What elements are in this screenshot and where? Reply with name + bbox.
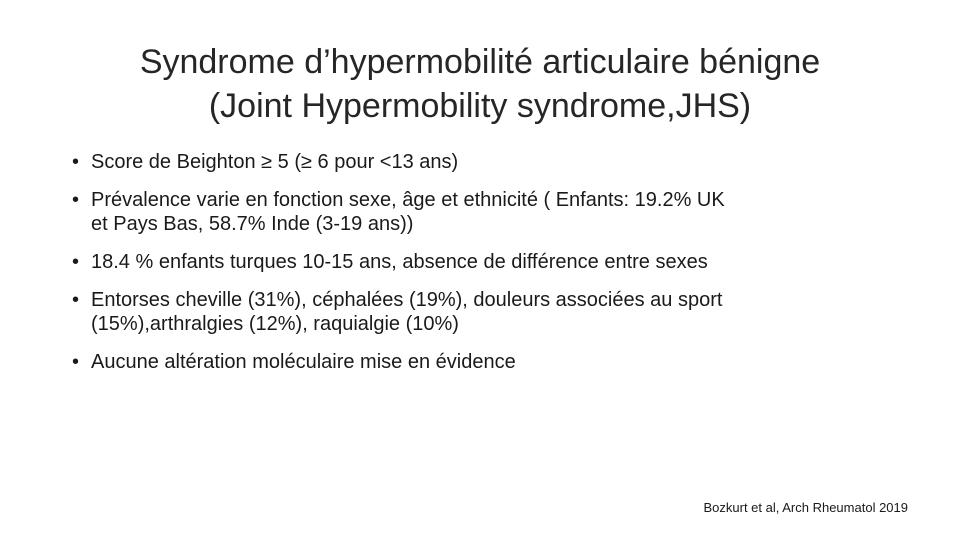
bullet-text: • Prévalence varie en fonction sexe, âge et ethnicité ( Enfants: 19.2% UK bbox=[91, 189, 725, 211]
bullet-text-continuation: et Pays Bas, 58.7% Inde (3-19 ans)) bbox=[91, 213, 414, 235]
slide-title bbox=[60, 40, 900, 128]
bullet-item bbox=[72, 188, 912, 236]
bullet-item bbox=[72, 250, 912, 274]
bullet-item bbox=[72, 350, 912, 374]
bullet-item bbox=[72, 150, 912, 174]
bullet-item bbox=[72, 288, 912, 336]
bullet-text: • 18.4 % enfants turques 10-15 ans, absence de différence entre sexes bbox=[91, 251, 708, 273]
bullet-text-continuation: (15%),arthralgies (12%), raquialgie (10%) bbox=[91, 313, 459, 335]
title-line-1: Syndrome d’hypermobilité articulaire bénigne bbox=[139, 43, 821, 81]
bullet-list bbox=[72, 150, 912, 388]
reference-citation: Bozkurt et al, Arch Rheumatol 2019 bbox=[703, 500, 908, 515]
bullet-text: • Entorses cheville (31%), céphalées (19%), douleurs associées au sport bbox=[91, 289, 723, 311]
bullet-text: • Aucune altération moléculaire mise en évidence bbox=[91, 351, 516, 373]
title-line-2: (Joint Hypermobility syndrome,JHS) bbox=[208, 87, 752, 125]
bullet-text: • Score de Beighton ≥ 5 (≥ 6 pour <13 ans) bbox=[91, 151, 459, 173]
